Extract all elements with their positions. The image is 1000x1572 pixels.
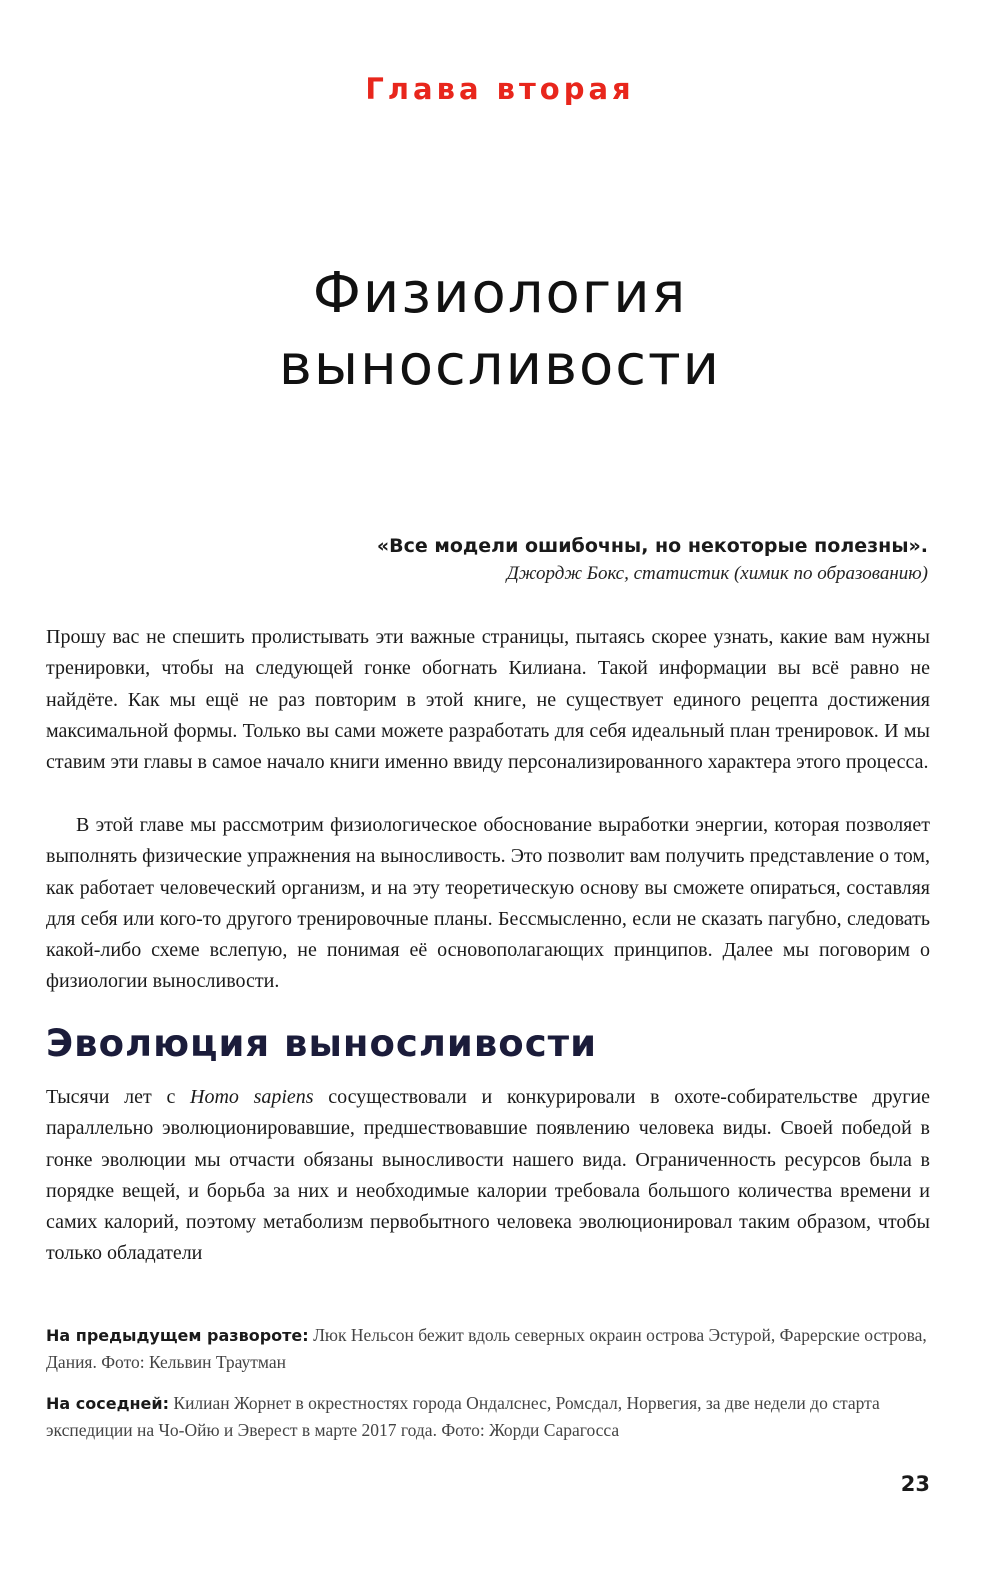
chapter-title-line-1: Физиология <box>312 261 688 326</box>
epigraph <box>228 532 928 588</box>
body-paragraph-1: Прошу вас не спешить пролистывать эти важные страницы, пытаясь скорее узнать, какие вам нужны тренировки, чтобы на следующей гонке обогнать Килиана. Такой информации вы всё равно не найдёте. Как мы ещё не раз повторим в этой книге, не существует единого рецепта достижения максимальной формы. Только вы сами можете разработать для себя идеальный план тренировок. И мы ставим эти главы в самое начало книги именно ввиду персонализированного характера этого процесса. <box>46 626 930 774</box>
caption-label-adjacent: На соседней: <box>46 1394 170 1413</box>
paragraph-3-rest: сосуществовали и конкурировали в охоте-собирательстве другие параллельно эволюционировавшие, предшествовавшие появлению человека виды. Своей победой в гонке эволюции мы отчасти обязаны выносливости нашего вида. Ограниченность ресурсов была в порядке вещей, и борьба за них и необходимые калории требовала большого количества времени и самих калорий, поэтому метаболизм первобытного человека эволюционировал таким образом, чтобы только обладатели <box>46 1086 930 1265</box>
photo-caption-adjacent <box>46 1390 930 1443</box>
section-heading: Эволюция выносливости <box>46 1022 597 1065</box>
chapter-title <box>0 258 1000 402</box>
caption-label-previous: На предыдущем развороте: <box>46 1326 309 1345</box>
chapter-label: Глава вторая <box>365 72 635 106</box>
body-paragraph-3 <box>46 1082 930 1270</box>
caption-text-adjacent: Килиан Жорнет в окрестностях города Ондалснес, Ромсдал, Норвегия, за две недели до старта экспедиции на Чо-Ойю и Эверест в марте 2017 года. Фото: Жорди Сарагосса <box>46 1393 880 1440</box>
photo-caption-previous <box>46 1322 930 1375</box>
page-number: 23 <box>900 1472 930 1496</box>
chapter-title-line-2: выносливости <box>278 333 722 398</box>
body-paragraph-2: В этой главе мы рассмотрим физиологическое обоснование выработки энергии, которая позволяет выполнять физические упражнения на выносливость. Это позволит вам получить представление о том, как работает человеческий организм, и на эту теоретическую основу вы сможете опираться, составляя для себя или кого-то другого тренировочные планы. Бессмысленно, если не сказать пагубно, следовать какой-либо схеме вслепую, не понимая её основополагающих принципов. Далее мы поговорим о физиологии выносливости. <box>46 814 930 993</box>
epigraph-attribution: Джордж Бокс, статистик (химик по образованию) <box>506 563 928 584</box>
paragraph-3-species: Homo sapiens <box>190 1086 314 1108</box>
epigraph-quote: «Все модели ошибочны, но некоторые полезны». <box>376 535 928 557</box>
paragraph-3-start: Тысячи лет с <box>46 1086 191 1108</box>
caption-text-previous: Люк Нельсон бежит вдоль северных окраин острова Эстурой, Фарерские острова, Дания. Фото: Кельвин Траутман <box>46 1325 927 1372</box>
